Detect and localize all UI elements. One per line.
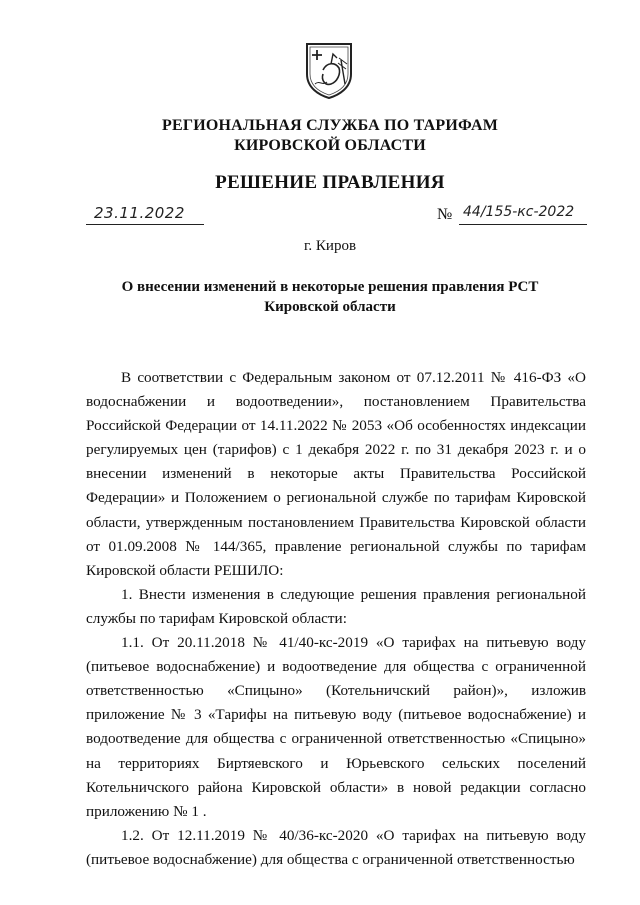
paragraph-item-1: 1. Внести изменения в следующие решения правления региональной службы по тарифам Кировской области: [86, 585, 586, 627]
paragraph-item-1-2: 1.2. От 12.11.2019 № 40/36-кс-2020 «О тарифах на питьевую воду (питьевое водоснабжение) для общества с ограниченной ответственностью [86, 826, 586, 868]
organization-name-line1: РЕГИОНАЛЬНАЯ СЛУЖБА ПО ТАРИФАМ [161, 117, 499, 134]
number-value: 44/155-кс-2022 [463, 204, 575, 220]
city-name: г. Киров [303, 238, 357, 254]
document-type-title: РЕШЕНИЕ ПРАВЛЕНИЯ [215, 172, 445, 193]
coat-of-arms-icon [301, 40, 357, 100]
organization-name-line2: КИРОВСКОЙ ОБЛАСТИ [234, 137, 426, 154]
date-field [86, 204, 204, 225]
decision-body [86, 366, 586, 872]
paragraph-item-1-1: 1.1. От 20.11.2018 № 41/40-кс-2019 «О тарифах на питьевую воду (питьевое водоснабжение) и водоотведение для общества с ограниченной ответственностью «Спицыно» (Котельничский район)», изложив приложение № 3 «Тарифы на питьевую воду (питьевое водоснабжение) и водоотведение для общества с ограниченной ответственностью «Спицыно» на территориях Биртяевского и Юрьевского сельских поселений Котельничского района Кировской области» в новой редакции согласно приложению № 1 . [86, 634, 586, 820]
number-field [459, 204, 587, 225]
decision-subject: О внесении изменений в некоторые решения правления РСТ Кировской области [121, 279, 539, 315]
number-sign: № [437, 206, 453, 223]
paragraph-preamble: В соответствии с Федеральным законом от 07.12.2011 № 416-ФЗ «О водоснабжении и водоотведении», постановлением Правительства Российской Федерации от 14.11.2022 № 2053 «Об особенностях индексации регулируемых цен (тарифов) с 1 декабря 2022 г. по 31 декабря 2023 г. и о внесении изменений в некоторые акты Правительства Российской Федерации» и Положением о региональной службе по тарифам Кировской области, утвержденным постановлением Правительства Кировской области от 01.09.2008 № 144/365, правление региональной службы по тарифам Кировской области РЕШИЛО: [86, 369, 586, 579]
date-value: 23.11.2022 [94, 204, 185, 222]
document-number [437, 204, 587, 224]
